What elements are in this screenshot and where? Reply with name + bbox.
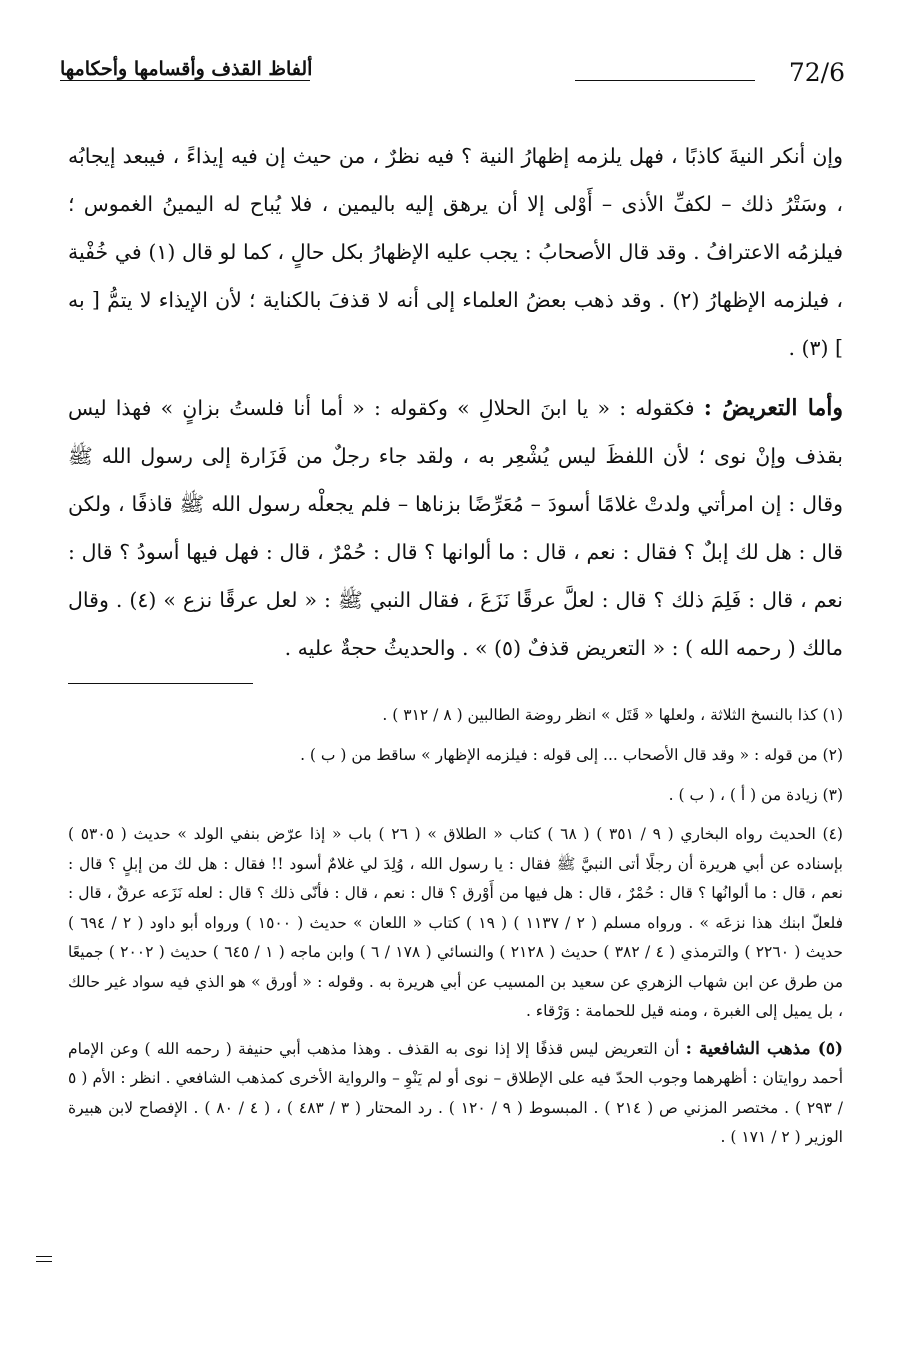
footnotes (68, 700, 843, 1161)
paragraph-2-heading: وأما التعريضُ : (703, 395, 843, 421)
footnote-1: (١) كذا بالنسخ الثلاثة ، ولعلها « قَتَل » انظر روضة الطالبين ( ٨ / ٣١٢ ) . (382, 706, 843, 724)
footnote-4: (٤) الحديث رواه البخاري ( ٩ / ٣٥١ ) ( ٦٨ ) كتاب « الطلاق » ( ٢٦ ) باب « إذا عرّض بنفي الولد » حديث ( ٥٣٠٥ ) بإسناده عن أبي هريرة أن رجلًا أتى النبيَّ ﷺ فقال : يا رسول الله ، وُلِدَ لي غلامٌ أسود !! فقال : هل لك من إبلٍ ؟ قال : نعم ، قال : ما ألوانُها ؟ قال : حُمْرٌ ، قال : هل فيها من أَوْرق ؟ قال : نعم ، قال : فأنّى ذلك ؟ قال : لعله نَزَعه عرقٌ ، قال : فلعلّ ابنك هذا نزعَه » . ورواه مسلم ( ٢ / ١١٣٧ ) ( ١٩ ) كتاب « اللعان » حديث ( ١٥٠٠ ) ورواه أبو داود ( ٢ / ٦٩٤ ) حديث ( ٢٢٦٠ ) والترمذي ( ٤ / ٣٨٢ ) حديث ( ٢١٢٨ ) والنسائي ( ١٧٨ / ٦ ) وابن ماجه ( ١ / ٦٤٥ ) حديث ( ٢٠٠٢ ) جميعًا من طرق عن ابن شهاب الزهري عن سعيد بن المسيب عن أبي هريرة به . وقوله : « أورق » هو الذي فيه سواد غير حالك ، بل يميل إلى الغبرة ، ومنه قيل للحمامة : وَرْقاء . (68, 825, 844, 1020)
footnote-5-heading: (٥) مذهب الشافعية : (685, 1038, 843, 1059)
continuation-mark (36, 1256, 52, 1264)
header-rule-short (575, 80, 755, 81)
page-number: 72/6 (788, 58, 845, 87)
paragraph-2 (68, 384, 843, 672)
footnote-separator (68, 683, 253, 684)
paragraph-2-text: فكقوله : « يا ابنَ الحلالِ » وكقوله : « أما أنا فلستُ بزانٍ » فهذا ليس بقذف وإنْ نوى ؛ لأن اللفظَ ليس يُشْعِر به ، ولقد جاء رجلٌ من فَزَارة إلى رسول الله ﷺ وقال : إن امرأتي ولدتْ غلامًا أسودَ – مُعَرِّضًا بزناها – فلم يجعلْه رسول الله ﷺ قاذفًا ، ولكن قال : هل لك إبلٌ ؟ فقال : نعم ، قال : ما ألوانها ؟ قال : حُمْرٌ ، قال : فهل فيها أسودُ ؟ قال : نعم ، قال : فَلِمَ ذلك ؟ قال : لعلَّ عرقًا نَزَعَ ، فقال النبي ﷺ : « لعل عرقًا نزع » (٤) . وقال مالك ( رحمه الله ) : « التعريض قذفٌ (٥) » . والحديثُ حجةٌ عليه . (68, 396, 843, 660)
paragraph-1: وإن أنكر النيةَ كاذبًا ، فهل يلزمه إظهارُ النية ؟ فيه نظرٌ ، من حيث إن فيه إيذاءً ، فيبعد إيجابُه ، وسَتْرُ ذلك – لكفِّ الأذى – أَوْلى إلا أن يرهق إليه باليمين ، فلا يُباح له اليمينُ الغموس ؛ فيلزمُه الاعترافُ . وقد قال الأصحابُ : يجب عليه الإظهارُ بكل حالٍ ، كما لو قال (١) في خُفْية ، فيلزمه الإظهارُ (٢) . وقد ذهب بعضُ العلماء إلى أنه لا قذفَ بالكناية ؛ لأن الإيذاء لا يتمُّ [ به ] (٣) . (68, 144, 844, 360)
footnote-2: (٢) من قوله : « وقد قال الأصحاب ... إلى قوله : فيلزمه الإظهار » ساقط من ( ب ) . (300, 746, 843, 764)
footnote-5-text: أن التعريض ليس قذفًا إلا إذا نوى به القذف . وهذا مذهب أبي حنيفة ( رحمه الله ) وعن الإمام أحمد روايتان : أظهرهما وجوب الحدّ فيه على الإطلاق – نوى أو لم يَنْوِ – والرواية الأخرى كمذهب الشافعي . انظر : الأم ( ٥ / ٢٩٣ ) . مختصر المزني ص ( ٢١٤ ) . المبسوط ( ٩ / ١٢٠ ) . رد المحتار ( ٣ / ٤٨٣ ) ، ( ٤ / ٨٠ ) . الإفصاح لابن هبيرة الوزير ( ٢ / ١٧١ ) . (68, 1039, 843, 1146)
footnote-3: (٣) زيادة من ( أ ) ، ( ب ) . (668, 786, 843, 804)
header-rule-long (60, 80, 310, 81)
running-title: ألفاظ القذف وأقسامها وأحكامها (60, 58, 313, 80)
footnote-5 (68, 1035, 843, 1153)
page-header (60, 50, 845, 90)
main-text (68, 132, 843, 672)
